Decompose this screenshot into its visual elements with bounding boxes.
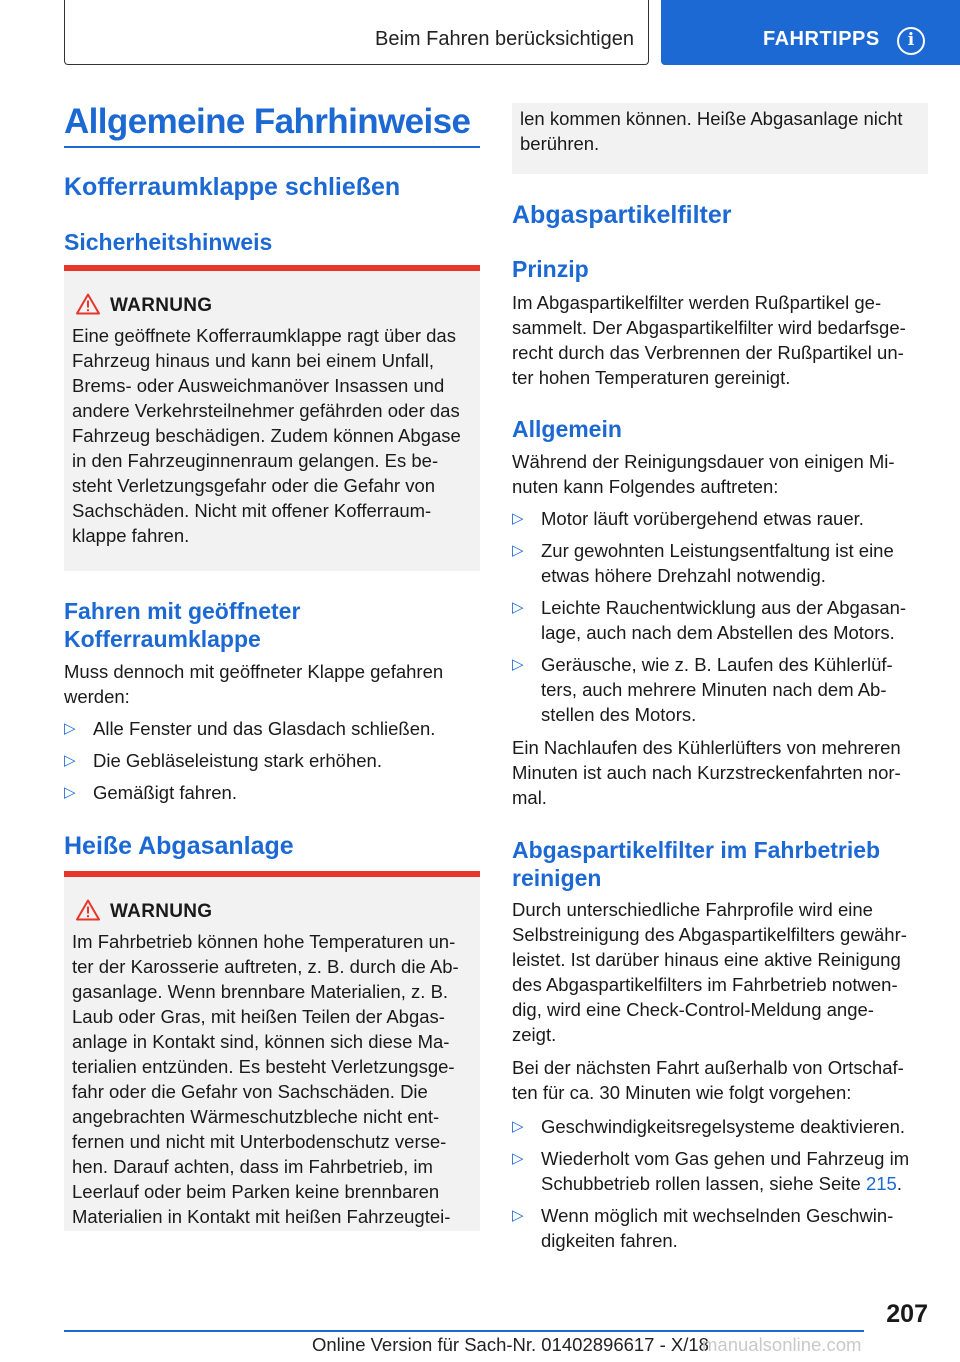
bullet-triangle-icon: ▷ <box>512 1207 524 1224</box>
list-item: ▷ Wenn möglich mit wechselnden Geschwin- digkeiten fahren. <box>512 1205 894 1251</box>
clean-text-2: Bei der nächsten Fahrt außerhalb von Ortschaf- ten für ca. 30 Minuten wie folgt vorgehen: <box>512 1057 904 1103</box>
warning-label: WARNUNG <box>110 901 213 922</box>
clean-list <box>512 1114 928 1260</box>
heading-filter: Abgaspartikelfilter <box>512 201 732 229</box>
warning-text: Eine geöffnete Kofferraumklappe ragt über das Fahrzeug hinaus und kann bei einem Unfall, Brems- oder Ausweichmanöver Insassen und andere Verkehrsteilnehmer gefährden oder das Fahrzeug beschädigen. Zudem können Abgase in den Fahrzeuginnenraum gelangen. Es be- steht Verletzungsgefahr oder die Gefahr von Sachschäden. Nicht mit offener Kofferraum- klappe fahren. <box>72 325 461 546</box>
title-rule <box>64 146 480 148</box>
bullet-triangle-icon: ▷ <box>512 599 524 616</box>
info-icon[interactable]: i <box>897 27 925 55</box>
warning-triangle-icon <box>76 899 100 921</box>
bullet-triangle-icon: ▷ <box>512 542 524 559</box>
bullet-triangle-icon: ▷ <box>512 656 524 673</box>
bullet-triangle-icon: ▷ <box>512 510 524 527</box>
list-item: ▷ Geräusche, wie z. B. Laufen des Kühlerlüf- ters, auch mehrere Minuten nach dem Ab- stellen des Motors. <box>512 654 893 725</box>
header-section-label: Beim Fahren berücksichtigen <box>374 28 634 50</box>
heading-clean: Abgaspartikelfilter im Fahrbetrieb reinigen <box>512 837 881 891</box>
open-intro: Muss dennoch mit geöffneter Klappe gefahren werden: <box>64 661 444 707</box>
list-item: ▷ Leichte Rauchentwicklung aus der Abgasan- lage, auch nach dem Abstellen des Motors. <box>512 597 907 643</box>
principle-text: Im Abgaspartikelfilter werden Rußpartikel ge- sammelt. Der Abgaspartikelfilter wird bedarfsge- recht durch das Verbrennen der Rußpartikel un- ter hohen Temperaturen gereinigt. <box>512 292 906 388</box>
warning-box-continuation <box>512 103 928 174</box>
footer-online-version: Online Version für Sach-Nr. 01402896617 - X/18 <box>312 1334 709 1355</box>
header-section-tab <box>64 0 649 65</box>
general-intro: Während der Reinigungsdauer von einigen Mi- nuten kann Folgendes auftreten: <box>512 451 895 497</box>
heading-trunk: Kofferraumklappe schließen <box>64 173 401 201</box>
watermark: manualsonline.com <box>702 1334 862 1355</box>
bullet-triangle-icon: ▷ <box>64 720 76 737</box>
bullet-triangle-icon: ▷ <box>64 752 76 769</box>
page-title: Allgemeine Fahrhinweise <box>64 102 471 141</box>
list-item: ▷ Alle Fenster und das Glasdach schließen. <box>64 718 436 739</box>
list-item: ▷ Zur gewohnten Leistungsentfaltung ist eine etwas höhere Drehzahl notwendig. <box>512 540 894 586</box>
list-item: ▷ Motor läuft vorübergehend etwas rauer. <box>512 508 864 529</box>
general-list <box>512 506 928 734</box>
header-chapter-label: FAHRTIPPS <box>763 28 880 50</box>
heading-exhaust: Heiße Abgasanlage <box>64 832 294 860</box>
footer-rule <box>64 1330 864 1332</box>
warning-bar <box>64 265 480 271</box>
bullet-triangle-icon: ▷ <box>512 1118 524 1135</box>
warning-label: WARNUNG <box>110 295 213 316</box>
warning-text-continued: len kommen können. Heiße Abgasanlage nicht berühren. <box>520 108 903 154</box>
page-link-215[interactable]: 215 <box>865 1173 897 1194</box>
heading-general: Allgemein <box>512 416 622 442</box>
list-item: ▷ Die Gebläseleistung stark erhöhen. <box>64 750 382 771</box>
bullet-triangle-icon: ▷ <box>512 1150 524 1167</box>
heading-principle: Prinzip <box>512 256 589 282</box>
page-number: 207 <box>886 1300 928 1328</box>
list-item: ▷ Gemäßigt fahren. <box>64 782 237 803</box>
warning-text: Im Fahrbetrieb können hohe Temperaturen un- ter der Karosserie auftreten, z. B. durch die Ab- gasanlage. Wenn brennbare Materialien, z. B. Laub oder Gras, mit heißen Teilen der Abgas- anlage in Kontakt sind, können sich diese Ma- terialien entzünden. Es besteht Verletzungsge- fahr oder die Gefahr von Sachschäden. Die angebrachten Wärmeschutzbleche nicht ent- fernen und nicht mit Unterbodenschutz verse- hen. Darauf achten, dass im Fahrbetrieb, im Leerlauf oder beim Parken keine brennbaren Materialien in Kontakt mit heißen Fahrzeugtei- <box>72 931 459 1227</box>
list-item: ▷ Wiederholt vom Gas gehen und Fahrzeug im Schubbetrieb rollen lassen, siehe Seite 215. <box>512 1148 910 1194</box>
heading-open-trunk: Fahren mit geöffneter Kofferraumklappe <box>64 598 301 652</box>
list-item: ▷ Geschwindigkeitsregelsysteme deaktivieren. <box>512 1116 906 1137</box>
warning-bar <box>64 871 480 877</box>
header-chapter-tab[interactable] <box>661 0 960 65</box>
open-list <box>64 716 480 812</box>
warning-box-exhaust <box>64 871 480 1231</box>
clean-text-1: Durch unterschiedliche Fahrprofile wird eine Selbstreinigung des Abgaspartikelfilters gewähr- leistet. Ist darüber hinaus eine aktive Reinigung des Abgaspartikelfilters im Fahrbetrieb notwen- dig, wird eine Check-Control-Meldung ange- zeigt. <box>512 899 907 1045</box>
warning-box-trunk <box>64 265 480 571</box>
warning-triangle-icon <box>76 293 100 315</box>
general-outro: Ein Nachlaufen des Kühlerlüfters von mehreren Minuten ist auch nach Kurzstreckenfahrten nor- mal. <box>512 737 901 808</box>
heading-safety: Sicherheitshinweis <box>64 229 273 255</box>
bullet-triangle-icon: ▷ <box>64 784 76 801</box>
